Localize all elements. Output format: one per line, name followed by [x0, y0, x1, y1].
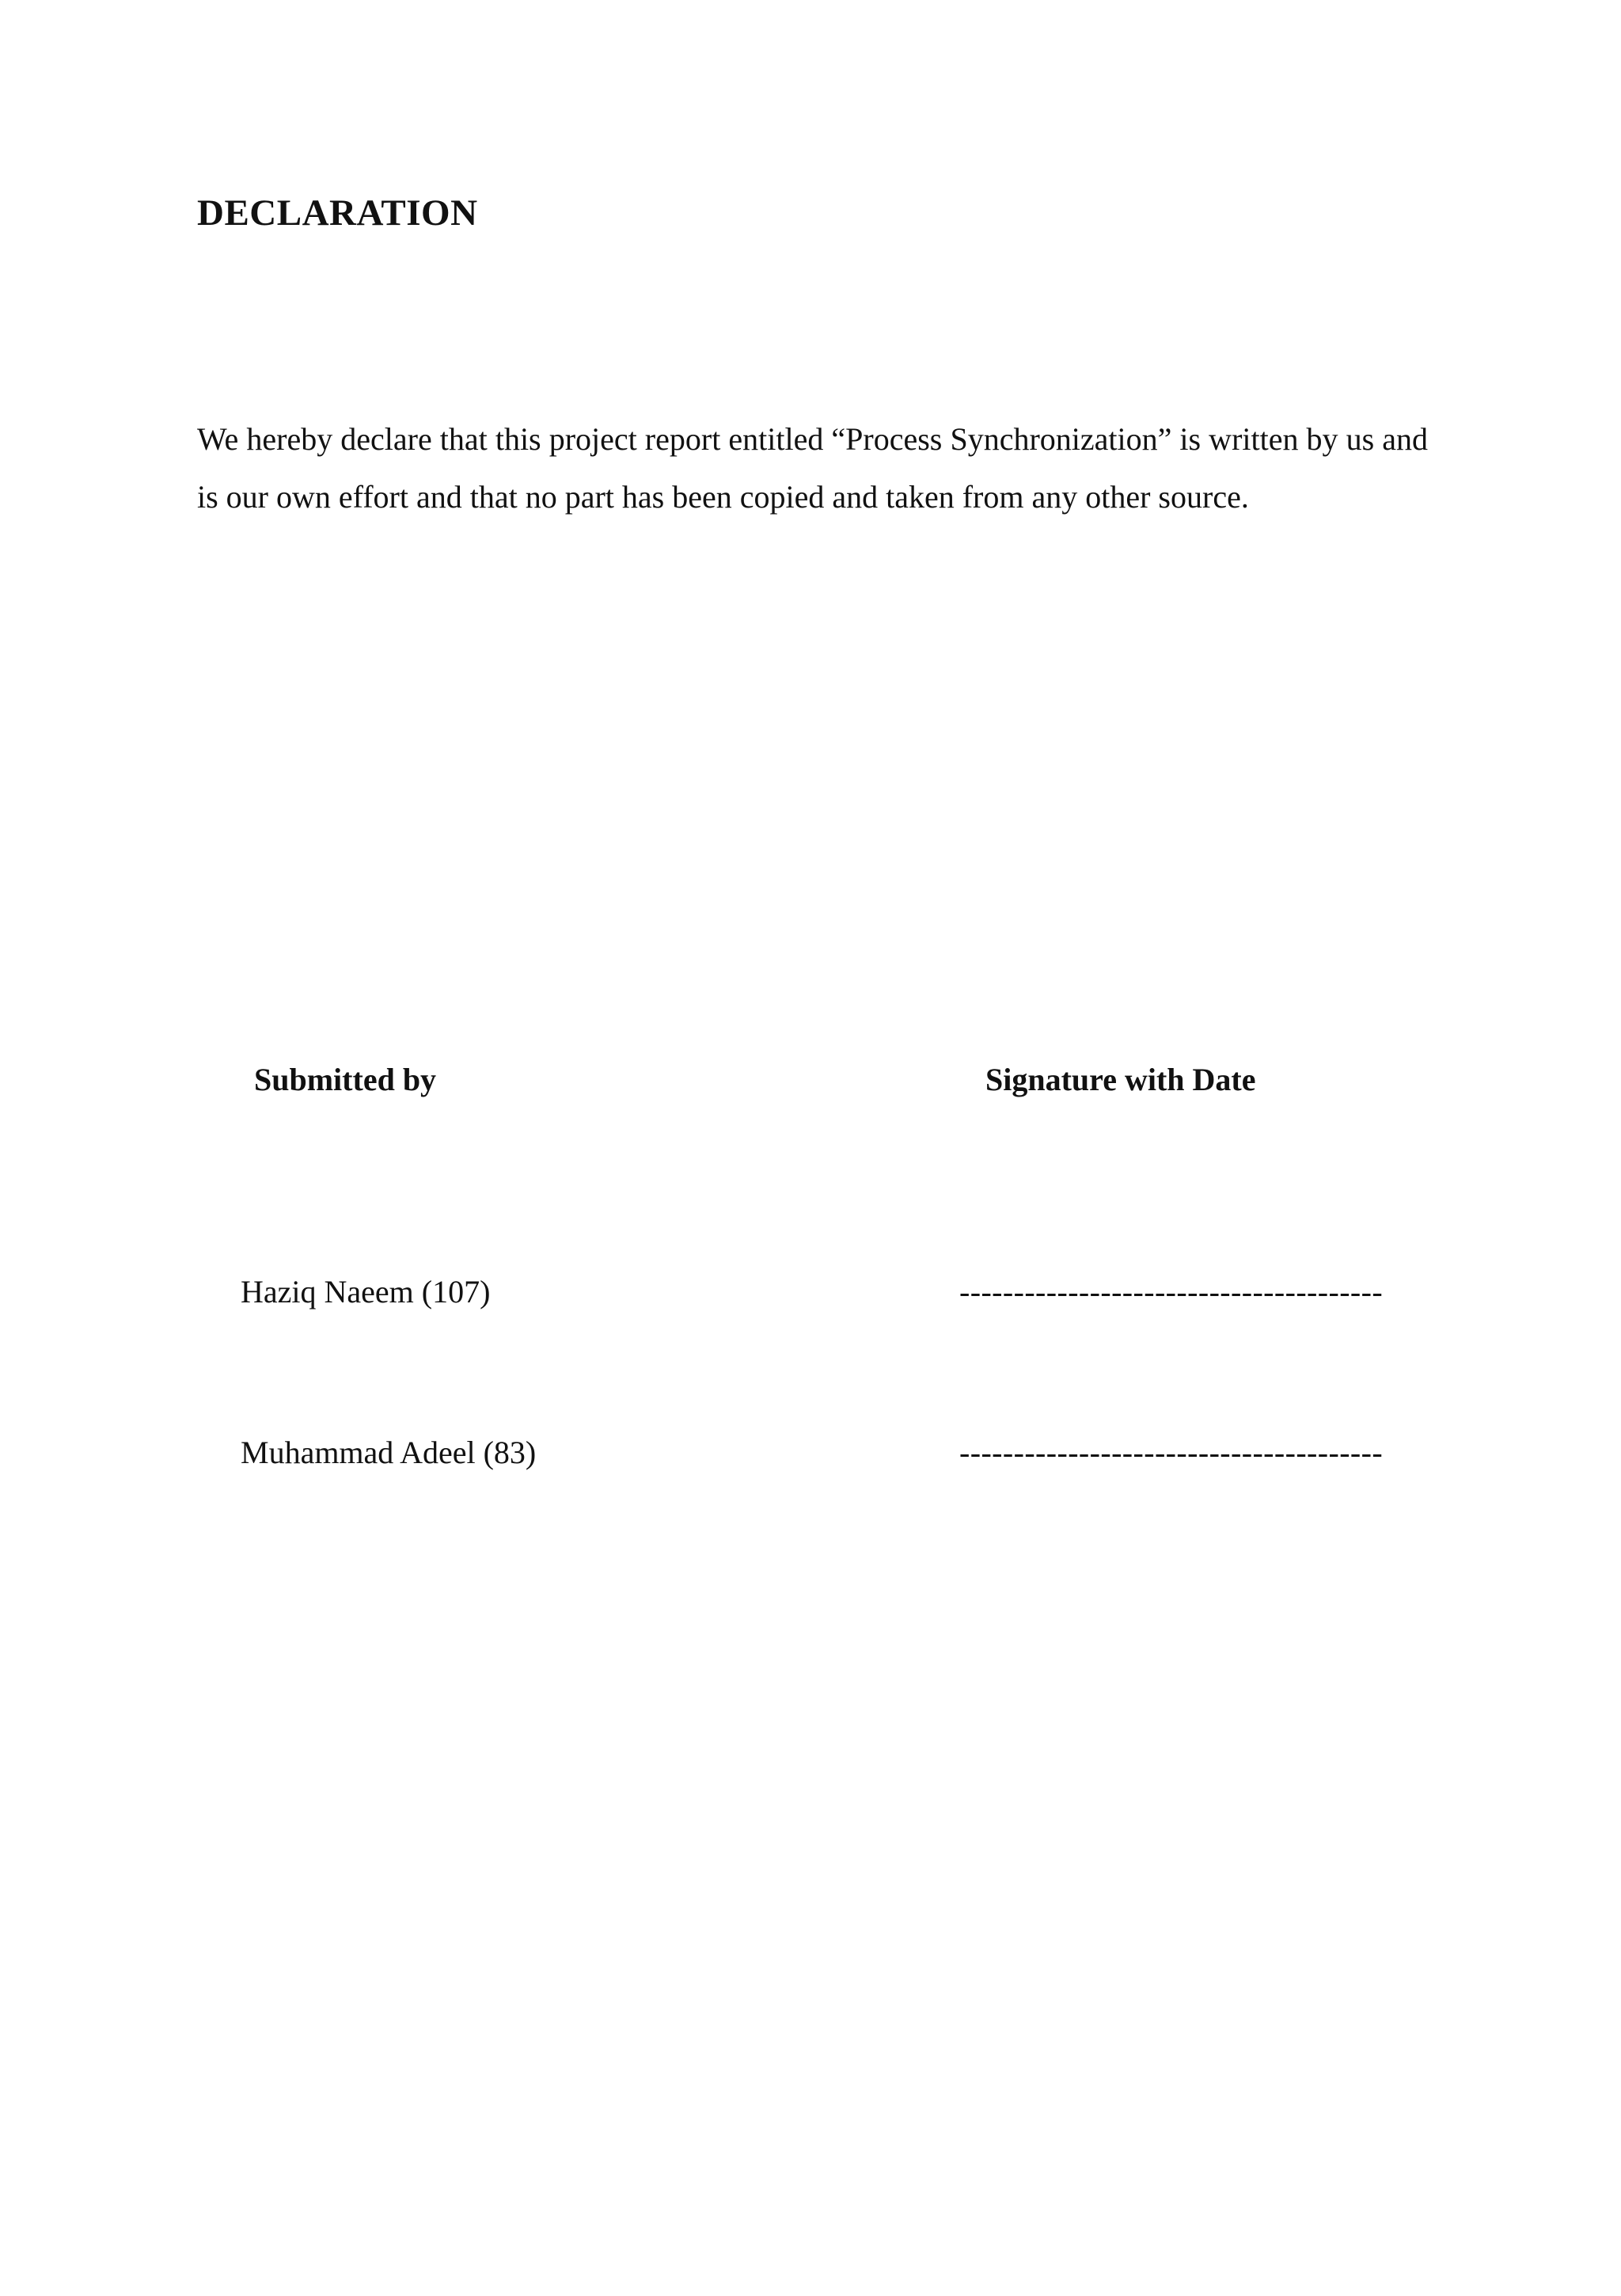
submitter-name: Muhammad Adeel (83): [241, 1435, 537, 1470]
submitter-name: Haziq Naeem (107): [241, 1274, 491, 1310]
submitted-by-header: Submitted by: [254, 1062, 437, 1097]
signature-line: ---------------------------------------: [959, 1274, 1384, 1310]
page-title: DECLARATION: [197, 192, 478, 234]
declaration-paragraph: We hereby declare that this project report entitled “Process Synchronization” is written by us and is our own effort and that no part has been copied and taken from any other source.: [197, 421, 1428, 515]
signature-line: ---------------------------------------: [959, 1435, 1384, 1470]
signature-header: Signature with Date: [985, 1062, 1256, 1097]
